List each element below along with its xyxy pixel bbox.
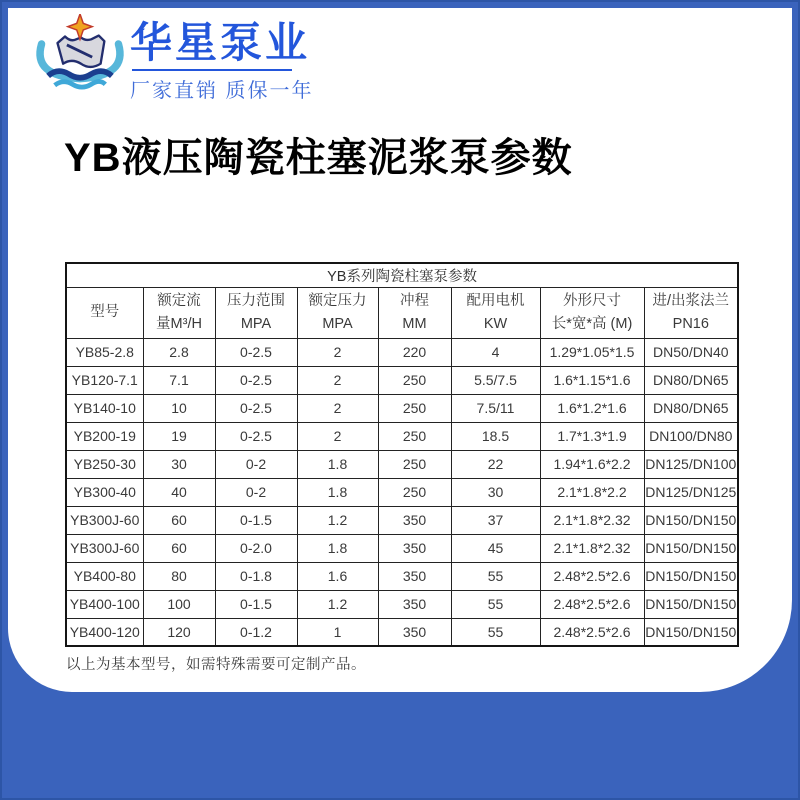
table-cell: 0-1.5 — [215, 506, 297, 534]
table-cell: 37 — [451, 506, 540, 534]
table-cell: 1.2 — [297, 506, 378, 534]
table-row — [66, 338, 738, 366]
brand-tagline: 厂家直销 质保一年 — [130, 80, 314, 103]
table-cell: 2 — [297, 422, 378, 450]
header-cell: 额定流 量M³/H — [143, 287, 215, 338]
table-row — [66, 366, 738, 394]
table-cell: 18.5 — [451, 422, 540, 450]
table-cell: DN100/DN80 — [644, 422, 738, 450]
table-cell: DN150/DN150 — [644, 534, 738, 562]
table-cell: 1.29*1.05*1.5 — [540, 338, 644, 366]
table-cell: 2 — [297, 338, 378, 366]
brand-block — [130, 20, 314, 103]
table-cell: 350 — [378, 562, 451, 590]
table-cell: DN150/DN150 — [644, 590, 738, 618]
table-cell: YB300-40 — [66, 478, 143, 506]
spec-table-container — [65, 262, 739, 647]
table-cell: 1.2 — [297, 590, 378, 618]
table-cell: 4 — [451, 338, 540, 366]
table-cell: 60 — [143, 506, 215, 534]
table-cell: 0-2 — [215, 450, 297, 478]
header-cell: 压力范围 MPA — [215, 287, 297, 338]
table-cell: 5.5/7.5 — [451, 366, 540, 394]
table-cell: 350 — [378, 590, 451, 618]
footnote: 以上为基本型号，如需特殊需要可定制产品。 — [66, 657, 366, 673]
table-row — [66, 422, 738, 450]
table-cell: 250 — [378, 394, 451, 422]
table-cell: 0-2.5 — [215, 338, 297, 366]
table-cell: YB400-80 — [66, 562, 143, 590]
table-cell: DN80/DN65 — [644, 366, 738, 394]
logo-star-icon — [68, 14, 92, 39]
table-cell: 0-2.5 — [215, 394, 297, 422]
table-cell: 2.1*1.8*2.2 — [540, 478, 644, 506]
table-cell: 2 — [297, 366, 378, 394]
table-cell: 350 — [378, 534, 451, 562]
table-cell: 0-1.8 — [215, 562, 297, 590]
table-cell: YB250-30 — [66, 450, 143, 478]
table-cell: 100 — [143, 590, 215, 618]
table-cell: DN80/DN65 — [644, 394, 738, 422]
table-cell: 1.6*1.15*1.6 — [540, 366, 644, 394]
content-card — [8, 8, 792, 692]
table-cell: YB85-2.8 — [66, 338, 143, 366]
table-cell: 2.1*1.8*2.32 — [540, 534, 644, 562]
table-cell: 350 — [378, 618, 451, 646]
table-cell: DN150/DN150 — [644, 562, 738, 590]
header-cell: 型号 — [66, 287, 143, 338]
header-cell: 外形尺寸 长*宽*高 (M) — [540, 287, 644, 338]
header-cell: 配用电机 KW — [451, 287, 540, 338]
table-cell: YB400-120 — [66, 618, 143, 646]
table-cell: 250 — [378, 366, 451, 394]
table-row — [66, 450, 738, 478]
table-cell: DN150/DN150 — [644, 618, 738, 646]
table-row — [66, 590, 738, 618]
table-cell: 2.1*1.8*2.32 — [540, 506, 644, 534]
table-cell: 2.48*2.5*2.6 — [540, 562, 644, 590]
header-cell: 额定压力 MPA — [297, 287, 378, 338]
header-cell: 冲程 MM — [378, 287, 451, 338]
table-row — [66, 534, 738, 562]
table-cell: 1.6 — [297, 562, 378, 590]
table-cell: 10 — [143, 394, 215, 422]
brand-underline — [132, 69, 292, 71]
table-cell: 55 — [451, 590, 540, 618]
table-cell: 80 — [143, 562, 215, 590]
table-cell: 1.94*1.6*2.2 — [540, 450, 644, 478]
table-cell: 1.8 — [297, 534, 378, 562]
table-cell: 22 — [451, 450, 540, 478]
table-cell: 45 — [451, 534, 540, 562]
page-title: YB液压陶瓷柱塞泥浆泵参数 — [64, 136, 573, 180]
table-cell: 0-1.2 — [215, 618, 297, 646]
spec-table — [65, 262, 739, 647]
table-row — [66, 562, 738, 590]
table-cell: 0-2.0 — [215, 534, 297, 562]
table-cell: DN125/DN125 — [644, 478, 738, 506]
table-cell: 250 — [378, 422, 451, 450]
table-cell: 120 — [143, 618, 215, 646]
table-row — [66, 506, 738, 534]
huaxing-logo-icon — [28, 14, 132, 104]
table-header-row — [66, 287, 738, 338]
table-cell: 40 — [143, 478, 215, 506]
table-cell: 2.48*2.5*2.6 — [540, 618, 644, 646]
table-cell: YB200-19 — [66, 422, 143, 450]
table-cell: 30 — [451, 478, 540, 506]
table-cell: DN150/DN150 — [644, 506, 738, 534]
table-cell: 1.6*1.2*1.6 — [540, 394, 644, 422]
table-row — [66, 618, 738, 646]
table-cell: 250 — [378, 450, 451, 478]
table-cell: 2.8 — [143, 338, 215, 366]
table-cell: DN50/DN40 — [644, 338, 738, 366]
table-cell: YB120-7.1 — [66, 366, 143, 394]
table-cell: 0-2.5 — [215, 366, 297, 394]
table-cell: 0-2.5 — [215, 422, 297, 450]
table-cell: 30 — [143, 450, 215, 478]
table-cell: 7.1 — [143, 366, 215, 394]
table-cell: 2 — [297, 394, 378, 422]
table-cell: 1.7*1.3*1.9 — [540, 422, 644, 450]
table-cell: 19 — [143, 422, 215, 450]
table-title-row — [66, 263, 738, 287]
table-cell: 55 — [451, 562, 540, 590]
table-cell: 1 — [297, 618, 378, 646]
table-cell: 0-1.5 — [215, 590, 297, 618]
table-cell: 2.48*2.5*2.6 — [540, 590, 644, 618]
table-row — [66, 478, 738, 506]
table-cell: 250 — [378, 478, 451, 506]
table-cell: 60 — [143, 534, 215, 562]
table-cell: 55 — [451, 618, 540, 646]
table-cell: YB140-10 — [66, 394, 143, 422]
table-title: YB系列陶瓷柱塞泵参数 — [66, 263, 738, 287]
table-cell: YB400-100 — [66, 590, 143, 618]
table-cell: 350 — [378, 506, 451, 534]
table-cell: 1.8 — [297, 478, 378, 506]
table-cell: YB300J-60 — [66, 534, 143, 562]
table-cell: YB300J-60 — [66, 506, 143, 534]
table-row — [66, 394, 738, 422]
table-cell: 0-2 — [215, 478, 297, 506]
table-cell: 220 — [378, 338, 451, 366]
table-cell: 1.8 — [297, 450, 378, 478]
header-cell: 进/出浆法兰 PN16 — [644, 287, 738, 338]
brand-name: 华星泵业 — [130, 19, 311, 66]
table-cell: DN125/DN100 — [644, 450, 738, 478]
table-cell: 7.5/11 — [451, 394, 540, 422]
